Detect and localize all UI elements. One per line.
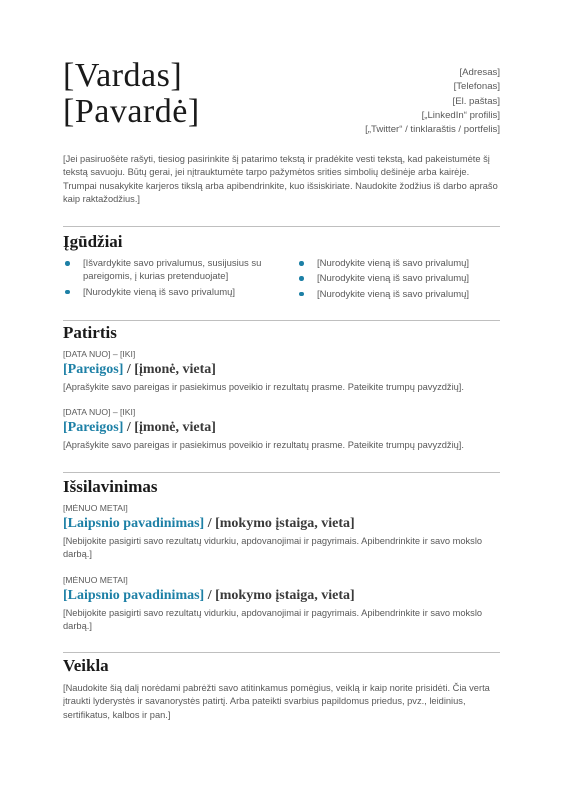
education-heading: Išsilavinimas bbox=[63, 477, 158, 496]
degree-name[interactable]: [Laipsnio pavadinimas] bbox=[63, 516, 205, 531]
title-separator: / bbox=[204, 516, 216, 531]
activities-description[interactable]: [Naudokite šią dalį norėdami pabrėžti savo atitinkamus pomėgius, veiklą ir kaip norite prisidėti. Čia verta įtraukti lyderystės ir savanorystės patirtį. Arba pateikti svarbius papildomus priedus, pvz., leidinius, sertifikatus, kalbos ir pan.] bbox=[63, 683, 490, 720]
skill-item[interactable]: [Nurodykite vieną iš savo privalumų] bbox=[65, 286, 270, 299]
education-title bbox=[63, 588, 355, 604]
degree-name[interactable]: [Laipsnio pavadinimas] bbox=[63, 588, 205, 603]
skill-item[interactable]: [Išvardykite savo privalumus, susijusius su pareigomis, į kurias pretenduojate] bbox=[65, 257, 270, 284]
contact-phone[interactable]: [Telefonas] bbox=[453, 81, 500, 93]
school-name[interactable]: [mokymo įstaiga, vieta] bbox=[215, 588, 355, 603]
objective-text[interactable]: [Jei pasiruošėte rašyti, tiesiog pasirinkite šį patarimo tekstą ir pradėkite vesti tekstą, kad pakeistumėte šį tekstą savuoju. Būtų gerai, jei nįtrauktumėte tarpo pažymėtos srities simbolių dešinėje arba kairėje. Trumpai nusakykite karjeros tikslą arba apibendrinkite, kuo išsiskiriate. Naudokite žodžius iš darbo aprašo kaip raktažodžius.] bbox=[63, 154, 498, 205]
education-title bbox=[63, 516, 355, 532]
skills-heading: Įgūdžiai bbox=[63, 232, 123, 251]
job-title bbox=[63, 362, 216, 378]
skill-item[interactable]: [Nurodykite vieną iš savo privalumų] bbox=[299, 257, 499, 270]
job-dates[interactable]: [DATA NUO] – [IKI] bbox=[63, 349, 136, 359]
section-divider bbox=[63, 320, 500, 321]
bullet-icon bbox=[65, 290, 70, 295]
job-description[interactable]: [Aprašykite savo pareigas ir pasiekimus poveikio ir rezultatų prasme. Pateikite trumpų pavyzdžių]. bbox=[63, 440, 464, 450]
bullet-icon bbox=[299, 292, 304, 297]
education-description[interactable]: [Nebijokite pasigirti savo rezultatų vidurkiu, apdovanojimai ir pagyrimais. Apibendrinkite ir savo mokslo darbą.] bbox=[63, 608, 483, 632]
job-description[interactable]: [Aprašykite savo pareigas ir pasiekimus poveikio ir rezultatų prasme. Pateikite trumpų pavyzdžių]. bbox=[63, 382, 464, 392]
education-description[interactable]: [Nebijokite pasigirti savo rezultatų vidurkiu, apdovanojimai ir pagyrimais. Apibendrinkite ir savo mokslo darbą.] bbox=[63, 536, 483, 560]
skills-right-column bbox=[299, 257, 499, 303]
skill-item[interactable]: [Nurodykite vieną iš savo privalumų] bbox=[299, 272, 499, 285]
first-name[interactable]: [Vardas] bbox=[63, 57, 183, 94]
title-separator: / bbox=[123, 362, 135, 377]
bullet-icon bbox=[299, 276, 304, 281]
last-name[interactable]: [Pavardė] bbox=[63, 93, 200, 130]
skills-left-column bbox=[65, 257, 270, 301]
job-company[interactable]: [įmonė, vieta] bbox=[134, 420, 216, 435]
bullet-icon bbox=[299, 261, 304, 266]
job-role[interactable]: [Pareigos] bbox=[63, 420, 124, 435]
job-role[interactable]: [Pareigos] bbox=[63, 362, 124, 377]
experience-heading: Patirtis bbox=[63, 323, 117, 342]
contact-email[interactable]: [El. paštas] bbox=[452, 95, 500, 107]
title-separator: / bbox=[204, 588, 216, 603]
contact-twitter[interactable]: [„Twitter“ / tinklaraštis / portfelis] bbox=[365, 124, 500, 136]
section-divider bbox=[63, 472, 500, 473]
name-block bbox=[63, 58, 200, 130]
education-dates[interactable]: [MĖNUO METAI] bbox=[63, 503, 128, 513]
title-separator: / bbox=[123, 420, 135, 435]
contact-linkedin[interactable]: [„LinkedIn“ profilis] bbox=[421, 109, 500, 121]
school-name[interactable]: [mokymo įstaiga, vieta] bbox=[215, 516, 355, 531]
section-divider bbox=[63, 226, 500, 227]
activities-heading: Veikla bbox=[63, 656, 109, 675]
contact-address[interactable]: [Adresas] bbox=[459, 67, 500, 78]
job-title bbox=[63, 420, 216, 436]
education-dates[interactable]: [MĖNUO METAI] bbox=[63, 575, 128, 585]
skill-item[interactable]: [Nurodykite vieną iš savo privalumų] bbox=[299, 288, 499, 301]
job-company[interactable]: [įmonė, vieta] bbox=[134, 362, 216, 377]
contact-block bbox=[365, 66, 500, 137]
job-dates[interactable]: [DATA NUO] – [IKI] bbox=[63, 407, 136, 417]
bullet-icon bbox=[65, 261, 70, 266]
section-divider bbox=[63, 652, 500, 653]
